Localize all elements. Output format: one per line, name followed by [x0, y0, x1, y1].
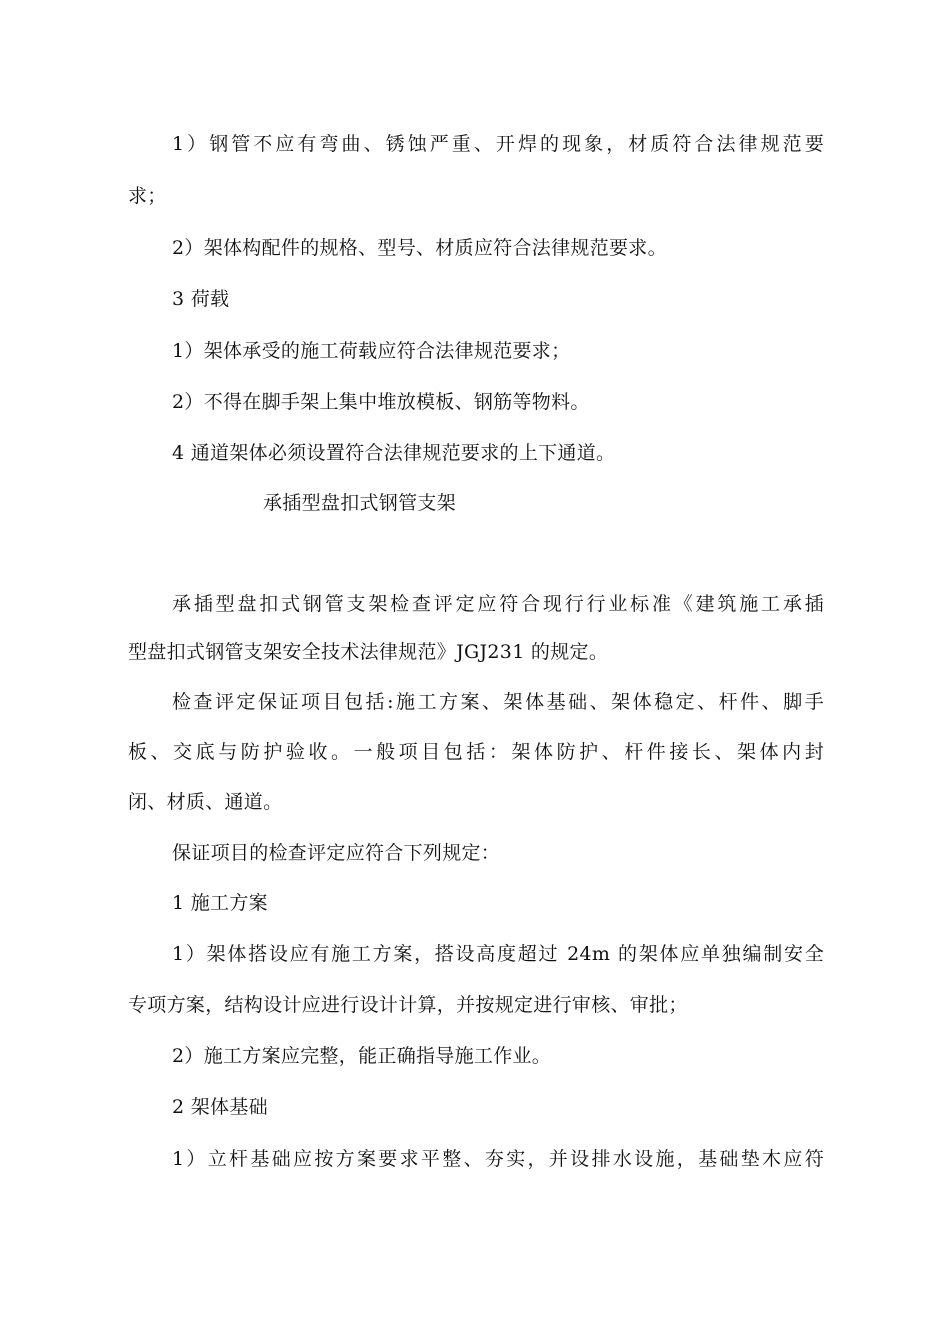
section-heading: 1 施工方案 [172, 892, 268, 914]
section-title: 承插型盘扣式钢管支架 [263, 492, 457, 514]
paragraph: 2）不得在脚手架上集中堆放模板、钢筋等物料。 [172, 391, 590, 413]
paragraph-line: 承插型盘扣式钢管支架检查评定应符合现行行业标准《建筑施工承插 [172, 593, 824, 615]
paragraph-line: 型盘扣式钢管支架安全技术法律规范》JGJ231 的规定。 [128, 641, 609, 663]
section-heading: 3 荷载 [172, 288, 230, 310]
paragraph-line: 1）钢管不应有弯曲、锈蚀严重、开焊的现象，材质符合法律规范要 [172, 133, 824, 155]
paragraph: 2）施工方案应完整，能正确指导施工作业。 [172, 1045, 552, 1067]
paragraph-line: 专项方案，结构设计应进行设计计算，并按规定进行审核、审批； [128, 994, 688, 1016]
paragraph-line: 板、交底与防护验收。一般项目包括：架体防护、杆件接长、架体内封 [128, 741, 824, 763]
paragraph-line: 1）架体搭设应有施工方案，搭设高度超过 24m 的架体应单独编制安全 [172, 943, 824, 965]
paragraph: 1）架体承受的施工荷载应符合法律规范要求； [172, 340, 571, 362]
paragraph-line: 检查评定保证项目包括:施工方案、架体基础、架体稳定、杆件、脚手 [172, 691, 824, 713]
paragraph-line: 1）立杆基础应按方案要求平整、夯实，并设排水设施，基础垫木应符 [172, 1148, 824, 1170]
paragraph-line: 闭、材质、通道。 [128, 791, 283, 813]
paragraph: 4 通道架体必须设置符合法律规范要求的上下通道。 [172, 442, 616, 464]
section-heading: 2 架体基础 [172, 1096, 268, 1118]
paragraph: 2）架体构配件的规格、型号、材质应符合法律规范要求。 [172, 237, 667, 259]
paragraph-line: 求； [128, 185, 167, 207]
paragraph: 保证项目的检查评定应符合下列规定： [172, 842, 501, 864]
